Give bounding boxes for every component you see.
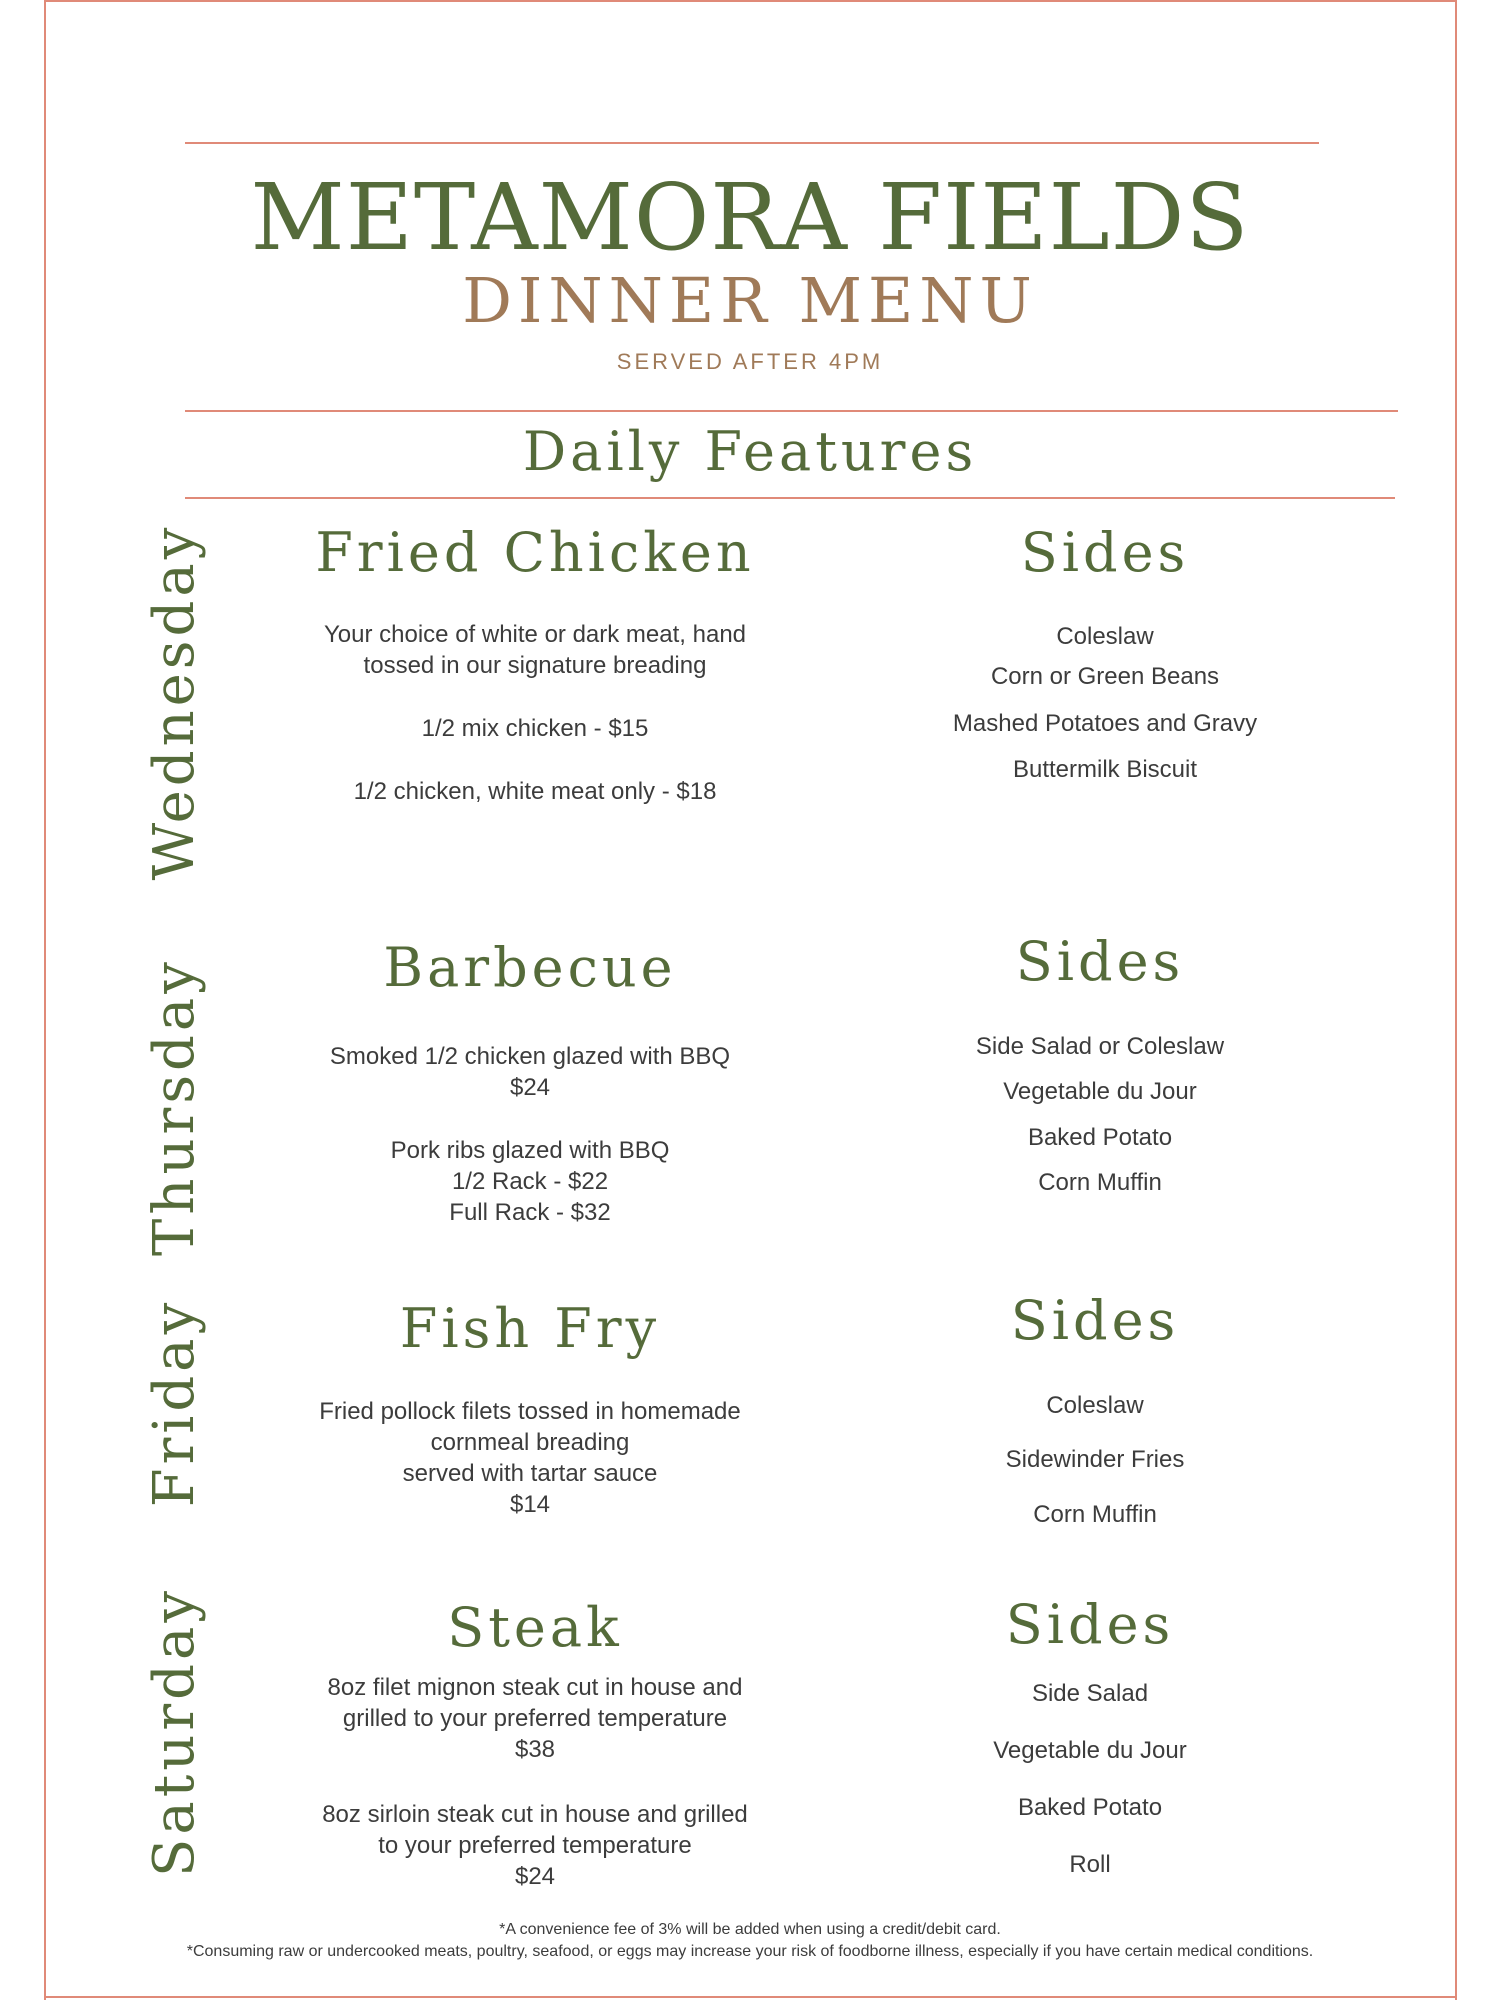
day-label-friday: Friday: [142, 1298, 207, 1508]
dish-desc-wednesday-3: 1/2 chicken, white meat only - $18: [353, 778, 717, 805]
side-item: Side Salad: [1031, 1680, 1149, 1707]
features-rule-top: [185, 410, 1398, 412]
dish-desc-wednesday-2: 1/2 mix chicken - $15: [421, 715, 649, 742]
side-item: Corn or Green Beans: [990, 663, 1220, 690]
dish-desc-saturday-2: 8oz sirloin steak cut in house and grilled to your preferred temperature $24: [322, 1801, 748, 1890]
side-item: Mashed Potatoes and Gravy: [952, 710, 1258, 737]
side-item: Vegetable du Jour: [993, 1737, 1187, 1764]
side-item: Corn Muffin: [1038, 1169, 1162, 1196]
border-bottom: [44, 1996, 1457, 1998]
side-item: Corn Muffin: [1033, 1501, 1157, 1528]
dish-heading-thursday: Barbecue: [383, 936, 677, 999]
side-item: Baked Potato: [1027, 1124, 1173, 1151]
side-item: Coleslaw: [1056, 623, 1154, 650]
dish-desc-friday-1: Fried pollock filets tossed in homemade cornmeal breading served with tartar sauce $14: [319, 1398, 741, 1518]
side-item: Buttermilk Biscuit: [1012, 756, 1198, 783]
side-item: Sidewinder Fries: [1005, 1446, 1185, 1473]
menu-title: DINNER MENU: [462, 264, 1038, 337]
side-item: Roll: [1069, 1851, 1111, 1878]
sides-heading-saturday: Sides: [1005, 1593, 1175, 1656]
sides-heading-friday: Sides: [1010, 1289, 1180, 1352]
side-item: Vegetable du Jour: [1003, 1078, 1197, 1105]
sides-heading-wednesday: Sides: [1020, 521, 1190, 584]
footer-fee-note: *A convenience fee of 3% will be added when using a credit/debit card.: [499, 1921, 1001, 1938]
dish-desc-thursday-1: Smoked 1/2 chicken glazed with BBQ $24: [329, 1043, 731, 1101]
side-item: Coleslaw: [1046, 1392, 1144, 1419]
day-label-wednesday: Wednesday: [142, 523, 207, 881]
dish-heading-saturday: Steak: [447, 1596, 623, 1659]
border-top: [44, 0, 1457, 2]
sides-heading-thursday: Sides: [1015, 930, 1185, 993]
side-item: Baked Potato: [1017, 1794, 1163, 1821]
day-label-thursday: Thursday: [142, 958, 207, 1256]
served-time: SERVED AFTER 4PM: [616, 349, 884, 374]
features-rule-bottom: [185, 497, 1395, 499]
dish-desc-saturday-1: 8oz filet mignon steak cut in house and grilled to your preferred temperature $38: [327, 1674, 743, 1763]
side-item: Side Salad or Coleslaw: [975, 1033, 1225, 1060]
dish-desc-thursday-2: Pork ribs glazed with BBQ 1/2 Rack - $22 Full Rack - $32: [390, 1137, 670, 1226]
restaurant-name: METAMORA FIELDS: [250, 164, 1250, 271]
dish-heading-friday: Fish Fry: [399, 1297, 661, 1360]
day-label-saturday: Saturday: [142, 1587, 207, 1877]
dish-desc-wednesday-1: Your choice of white or dark meat, hand tossed in our signature breading: [323, 621, 747, 679]
daily-features-heading: Daily Features: [522, 420, 978, 483]
footer-health-warning: *Consuming raw or undercooked meats, poultry, seafood, or eggs may increase your risk of foodborne illness, especially if you have certain medical conditions.: [186, 1943, 1314, 1960]
dish-heading-wednesday: Fried Chicken: [315, 521, 755, 584]
top-rule: [185, 142, 1319, 144]
